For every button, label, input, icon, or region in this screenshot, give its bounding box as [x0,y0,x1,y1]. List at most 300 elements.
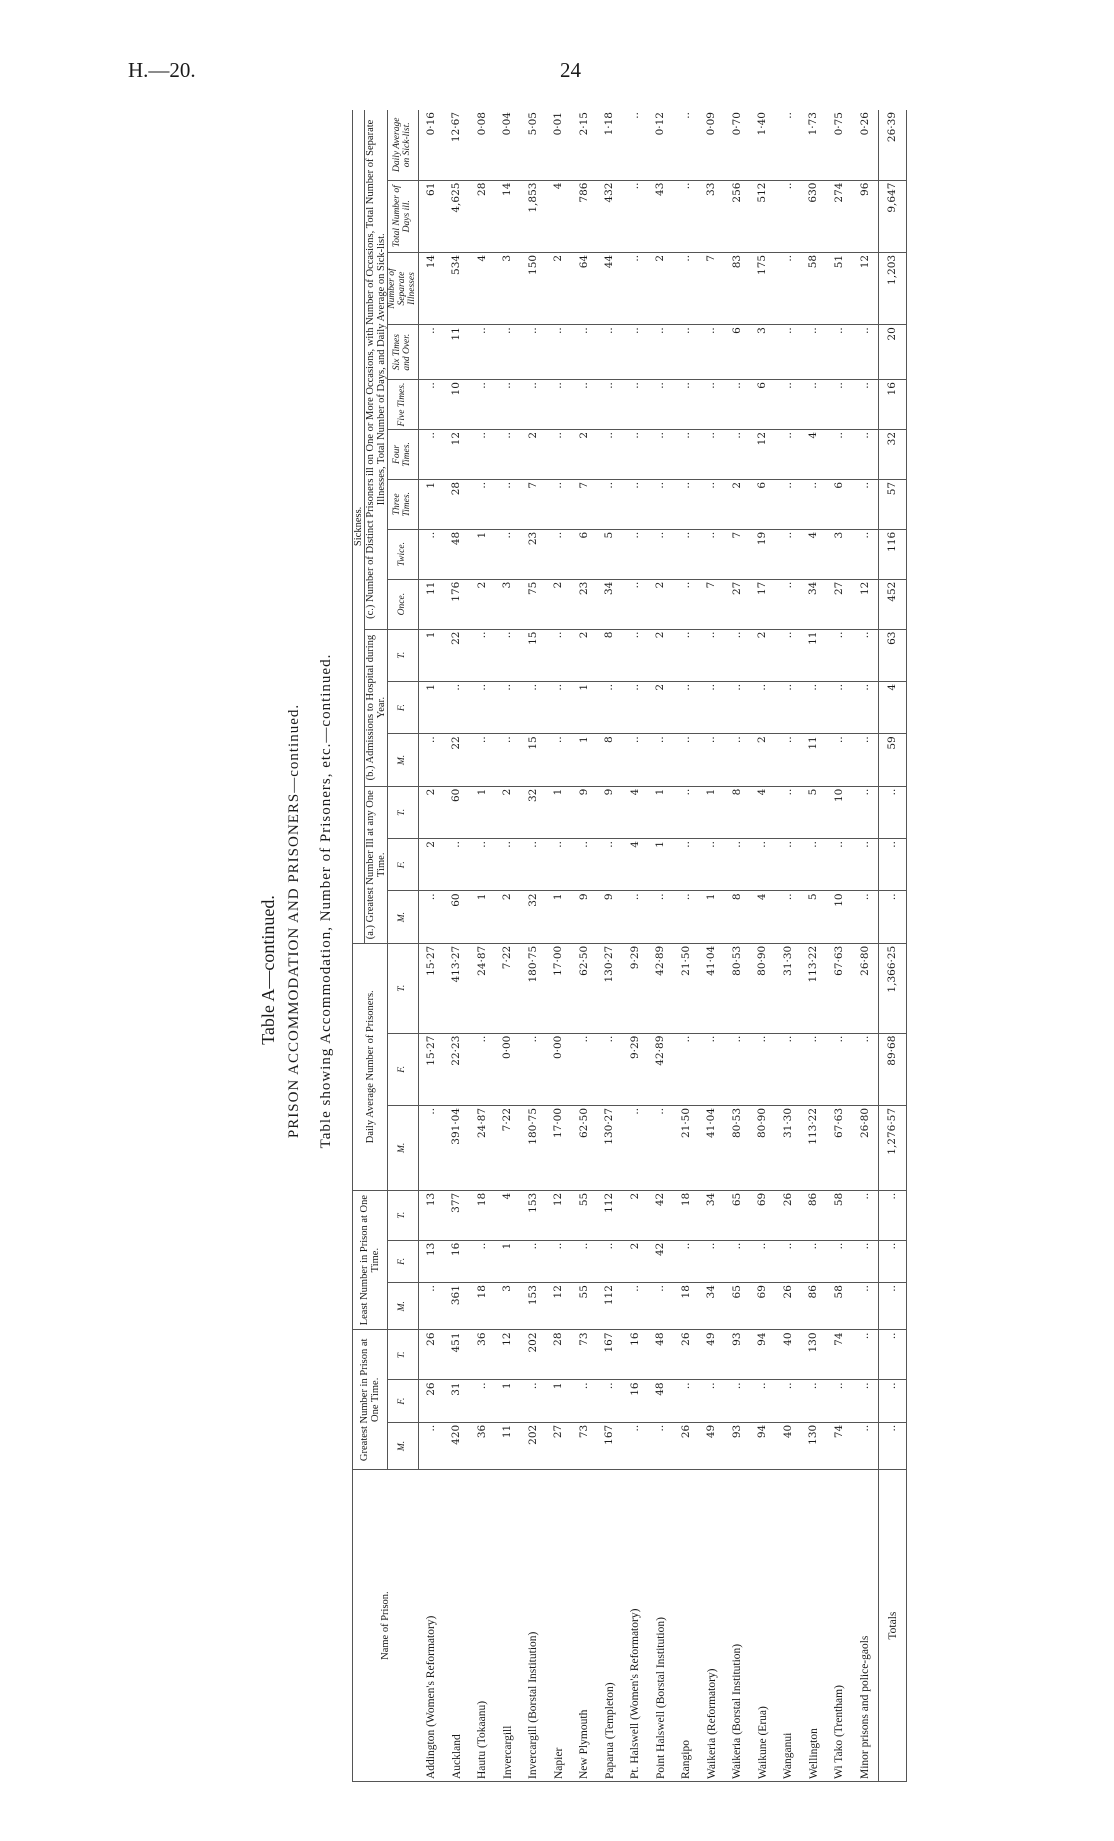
table-row [674,110,700,1782]
table-cell: .. [469,1380,495,1422]
table-cell: .. [852,891,879,943]
table-cell: .. [674,1380,700,1422]
table-cell: 1 [546,786,572,838]
table-cell: 1 [495,1380,521,1422]
table-cell: .. [801,1240,827,1282]
prison-name: Paparua (Templeton) [597,1470,623,1782]
table-cell: .. [725,681,751,733]
table-cell: .. [648,734,674,786]
table-cell: .. [879,1190,907,1240]
table-cell: .. [521,839,547,891]
table-cell: 6 [750,380,776,430]
totals-label: Totals [879,1470,907,1782]
table-cell: 2 [572,429,598,479]
prison-name: Napier [546,1470,572,1782]
table-cell: 34 [597,579,623,629]
table-cell: 8 [725,786,751,838]
table-cell: 26 [418,1380,444,1422]
table-cell: .. [418,1105,444,1190]
table-cell: .. [801,681,827,733]
table-cell: .. [879,1283,907,1330]
table-cell: .. [495,681,521,733]
table-cell: 7·22 [495,1105,521,1190]
table-cell: .. [597,380,623,430]
table-cell: .. [776,180,802,252]
page-reference: H.—20. [128,58,196,82]
header-once: Once. [388,579,419,629]
table-cell: 2 [572,629,598,681]
table-cell: 32 [879,429,907,479]
table-cell: 5·05 [521,110,547,180]
table-cell: .. [827,734,853,786]
header-daily-sick-average: Daily Average on Sick-list. [388,110,419,180]
table-cell: 0·09 [699,110,725,180]
table-cell: 43 [648,180,674,252]
table-cell: .. [495,479,521,529]
table-cell: 26 [674,1330,700,1380]
table-cell: 14 [495,180,521,252]
table-cell: 14 [418,252,444,324]
table-cell: 1 [572,681,598,733]
table-cell: 1 [648,839,674,891]
table-cell: .. [546,380,572,430]
table-cell: 2 [469,579,495,629]
table-cell: .. [852,1283,879,1330]
table-cell: 1·40 [750,110,776,180]
table-cell: .. [495,734,521,786]
table-cell: .. [852,1380,879,1422]
prison-name: Wi Tako (Trentham) [827,1470,853,1782]
table-cell: 630 [801,180,827,252]
table-cell: .. [572,380,598,430]
prison-name: Addington (Women's Reformatory) [418,1470,444,1782]
table-cell: 2 [648,681,674,733]
table-cell: 150 [521,252,547,324]
table-cell: .. [418,380,444,430]
table-cell: 69 [750,1190,776,1240]
table-cell: 32 [521,786,547,838]
table-cell: .. [648,1283,674,1330]
table-cell: 10 [444,380,470,430]
header-daily-average: Daily Average Number of Prisoners. [353,943,388,1190]
table-cell: .. [801,380,827,430]
table-row [801,110,827,1782]
table-cell: 4 [546,180,572,252]
table-cell: 3 [750,325,776,380]
table-cell: .. [674,110,700,180]
table-cell: 18 [674,1190,700,1240]
table-cell: .. [750,681,776,733]
table-cell: .. [546,734,572,786]
table-cell: 180·75 [521,1105,547,1190]
table-cell: 49 [699,1422,725,1469]
table-cell: 1 [469,529,495,579]
table-cell: 1 [469,786,495,838]
table-cell: 130·27 [597,1105,623,1190]
table-cell: .. [572,1240,598,1282]
table-cell: 93 [725,1422,751,1469]
prison-accommodation-table [352,110,907,1782]
table-row [469,110,495,1782]
table-cell: .. [852,380,879,430]
table-cell: 21·50 [674,943,700,1033]
table-cell: .. [725,734,751,786]
table-cell: 64 [572,252,598,324]
table-cell: 1 [418,681,444,733]
table-cell: 16 [623,1380,649,1422]
table-cell: 48 [648,1330,674,1380]
table-cell: .. [827,1033,853,1105]
table-cell: 27 [546,1422,572,1469]
table-cell: .. [776,529,802,579]
table-cell: 13 [418,1190,444,1240]
table-cell: .. [521,1033,547,1105]
table-cell: 8 [597,734,623,786]
table-cell: .. [879,786,907,838]
table-cell: 28 [444,479,470,529]
table-cell: 13 [418,1240,444,1282]
table-cell: .. [623,529,649,579]
table-cell: 26 [776,1190,802,1240]
table-cell: 31·30 [776,943,802,1033]
table-cell: .. [674,734,700,786]
table-cell: .. [418,429,444,479]
table-cell: .. [597,1380,623,1422]
table-cell: .. [623,681,649,733]
table-cell: .. [852,681,879,733]
table-cell: 16 [444,1240,470,1282]
table-cell: 534 [444,252,470,324]
table-cell: 1 [572,734,598,786]
table-cell: 0·26 [852,110,879,180]
table-cell: .. [597,1240,623,1282]
table-cell: 55 [572,1190,598,1240]
table-cell: .. [852,529,879,579]
table-cell: 274 [827,180,853,252]
table-cell: .. [495,325,521,380]
table-row [546,110,572,1782]
table-cell: 153 [521,1283,547,1330]
table-cell: 65 [725,1283,751,1330]
table-cell: .. [674,629,700,681]
table-cell: 26·39 [879,110,907,180]
table-cell: .. [699,1033,725,1105]
table-cell: 36 [469,1422,495,1469]
table-cell: .. [801,839,827,891]
table-cell: 2 [725,479,751,529]
table-cell: .. [648,1422,674,1469]
header-separate-illnesses: Number of Separate Illnesses [388,252,419,324]
table-cell: 33 [699,180,725,252]
table-cell: 113·22 [801,1105,827,1190]
table-cell: 4 [750,786,776,838]
table-cell: 17·00 [546,1105,572,1190]
table-cell: .. [495,380,521,430]
header-t: T. [388,1330,419,1380]
header-distinct-prisoners: (c.) Number of Distinct Prisoners ill on One or More Occasions, with Number of Occasions, Total Number of Separate Illnesses, Total Number of Days, and Daily Average on Sick-list. [365,110,388,629]
table-cell: 40 [776,1422,802,1469]
table-cell: 12 [750,429,776,479]
header-f: F. [388,1033,419,1105]
table-cell: .. [623,252,649,324]
prison-name: Wellington [801,1470,827,1782]
table-cell: 15·27 [418,1033,444,1105]
table-cell: 1 [495,1240,521,1282]
table-cell: .. [827,325,853,380]
table-cell: .. [852,839,879,891]
table-cell: 3 [827,529,853,579]
table-cell: 16 [623,1330,649,1380]
table-cell: .. [852,1033,879,1105]
table-cell: .. [699,380,725,430]
table-cell: 15·27 [418,943,444,1033]
header-total-days: Total Number of Days ill. [388,180,419,252]
table-cell: 1,203 [879,252,907,324]
table-cell: 420 [444,1422,470,1469]
table-cell: 2 [648,579,674,629]
table-cell: 73 [572,1422,598,1469]
table-cell: .. [469,479,495,529]
table-cell: 11 [418,579,444,629]
table-cell: 391·04 [444,1105,470,1190]
table-cell: 22 [444,734,470,786]
table-cell: 3 [495,1283,521,1330]
table-cell: .. [674,380,700,430]
table-cell: .. [725,1240,751,1282]
table-cell: 4 [469,252,495,324]
table-cell: 26·80 [852,1105,879,1190]
table-cell: .. [597,429,623,479]
table-cell: .. [674,529,700,579]
table-cell: .. [725,839,751,891]
table-cell: 9 [572,891,598,943]
table-cell: 55 [572,1283,598,1330]
table-cell: .. [699,681,725,733]
table-cell: 7 [699,579,725,629]
table-cell: 112 [597,1190,623,1240]
table-cell: .. [725,380,751,430]
table-cell: .. [852,1240,879,1282]
table-cell: .. [725,429,751,479]
table-row [699,110,725,1782]
table-cell: 6 [725,325,751,380]
table-cell: 202 [521,1422,547,1469]
table-cell: 1 [699,786,725,838]
table-cell: 31·30 [776,1105,802,1190]
table-cell: 31 [444,1380,470,1422]
table-cell: 34 [699,1190,725,1240]
table-row [597,110,623,1782]
table-cell: .. [546,479,572,529]
table-cell: .. [444,681,470,733]
table-cell: .. [469,429,495,479]
table-cell: .. [648,529,674,579]
header-admissions: (b.) Admissions to Hospital during Year. [365,629,388,786]
table-cell: .. [597,839,623,891]
table-cell: .. [852,786,879,838]
table-cell: 93 [725,1330,751,1380]
table-cell: .. [521,681,547,733]
table-cell: .. [623,1105,649,1190]
table-cell: 2 [750,734,776,786]
header-four-times: Four Times. [388,429,419,479]
header-three-times: Three Times. [388,479,419,529]
table-cell: .. [674,579,700,629]
header-six-times: Six Times and Over. [388,325,419,380]
table-cell: .. [623,380,649,430]
table-cell: 1 [648,786,674,838]
header-m: M. [388,1422,419,1469]
table-cell: .. [852,629,879,681]
table-cell: 1·73 [801,110,827,180]
table-cell: 51 [827,252,853,324]
table-cell: 0·04 [495,110,521,180]
table-cell: 86 [801,1190,827,1240]
table-cell: .. [776,681,802,733]
table-cell: .. [546,529,572,579]
table-cell: .. [623,110,649,180]
table-cell: .. [623,180,649,252]
table-cell: 32 [521,891,547,943]
table-cell: 28 [469,180,495,252]
table-cell: 96 [852,180,879,252]
header-t: T. [388,1190,419,1240]
table-cell: 58 [827,1283,853,1330]
table-cell: .. [699,734,725,786]
table-cell: .. [750,1380,776,1422]
table-cell: .. [776,786,802,838]
header-t: T. [388,786,419,838]
table-cell: 2 [546,252,572,324]
table-cell: .. [827,1240,853,1282]
table-cell: 23 [521,529,547,579]
table-cell: .. [776,1380,802,1422]
table-cell: 63 [879,629,907,681]
table-cell: .. [879,891,907,943]
table-cell: .. [725,1380,751,1422]
table-cell: 1,853 [521,180,547,252]
table-cell: .. [648,479,674,529]
table-cell: 130 [801,1422,827,1469]
table-cell: 0·16 [418,110,444,180]
table-cell: 377 [444,1190,470,1240]
table-cell: 10 [827,891,853,943]
table-cell: 28 [546,1330,572,1380]
table-cell: .. [674,479,700,529]
table-cell: 42·89 [648,943,674,1033]
table-cell: 48 [648,1380,674,1422]
table-cell: .. [827,1380,853,1422]
table-cell: 19 [750,529,776,579]
header-prison-name: Name of Prison. [353,1470,419,1782]
table-cell: .. [852,1422,879,1469]
prison-name: Hautu (Tokaanu) [469,1470,495,1782]
table-cell: .. [852,734,879,786]
totals-row [879,110,907,1782]
table-cell: 24·87 [469,1105,495,1190]
table-cell: 2·15 [572,110,598,180]
table-cell: 1,366·25 [879,943,907,1033]
header-greatest-number: Greatest Number in Prison at One Time. [353,1330,388,1470]
table-cell: .. [546,839,572,891]
table-cell: 65 [725,1190,751,1240]
header-greatest-ill: (a.) Greatest Number Ill at any One Time. [365,786,388,943]
table-cell: .. [597,1033,623,1105]
table-cell: 10 [827,786,853,838]
table-cell: 2 [546,579,572,629]
table-cell: 86 [801,1283,827,1330]
table-cell: .. [521,1240,547,1282]
header-t: T. [388,629,419,681]
table-cell: .. [495,839,521,891]
table-cell: .. [801,479,827,529]
header-f: F. [388,839,419,891]
table-cell: 27 [827,579,853,629]
table-cell: .. [776,629,802,681]
table-cell: .. [469,839,495,891]
table-cell: 432 [597,180,623,252]
table-cell: .. [699,629,725,681]
table-cell: .. [776,839,802,891]
table-cell: 451 [444,1330,470,1380]
table-cell: 58 [801,252,827,324]
table-cell: .. [852,1330,879,1380]
table-cell: .. [699,839,725,891]
table-cell: .. [623,1422,649,1469]
table-cell: .. [674,891,700,943]
table-cell: .. [572,839,598,891]
table-cell: .. [623,629,649,681]
table-cell: .. [444,839,470,891]
table-cell: 11 [495,1422,521,1469]
table-cell: 12 [546,1283,572,1330]
table-cell: 130·27 [597,943,623,1033]
table-cell: 67·63 [827,1105,853,1190]
prison-name: Waikeria (Borstal Institution) [725,1470,751,1782]
table-cell: 1 [418,479,444,529]
prison-name: Waikeria (Reformatory) [699,1470,725,1782]
table-cell: .. [469,380,495,430]
header-sickness: Sickness. [353,110,365,943]
table-cell: 361 [444,1283,470,1330]
table-cell: 6 [827,479,853,529]
table-cell: 2 [623,1190,649,1240]
table-cell: 27 [725,579,751,629]
table-cell: .. [597,325,623,380]
table-cell: 3 [495,579,521,629]
table-cell: .. [648,429,674,479]
table-cell: 9·29 [623,1033,649,1105]
prison-name: Invercargill (Borstal Institution) [521,1470,547,1782]
header-t: T. [388,943,419,1033]
table-cell: 11 [801,629,827,681]
table-cell: 11 [801,734,827,786]
table-cell: .. [879,839,907,891]
table-cell: .. [674,252,700,324]
table-cell: 7 [521,479,547,529]
table-cell: 40 [776,1330,802,1380]
table-cell: 42 [648,1190,674,1240]
table-cell: .. [546,681,572,733]
table-cell: 58 [827,1190,853,1240]
table-cell: 113·22 [801,943,827,1033]
table-cell: .. [699,529,725,579]
table-cell: .. [879,1240,907,1282]
table-subtitle: Table showing Accommodation, Number of Prisoners, etc.—continued. [318,653,334,1149]
table-cell: 59 [879,734,907,786]
table-cell: 16 [879,380,907,430]
table-cell: 69 [750,1283,776,1330]
